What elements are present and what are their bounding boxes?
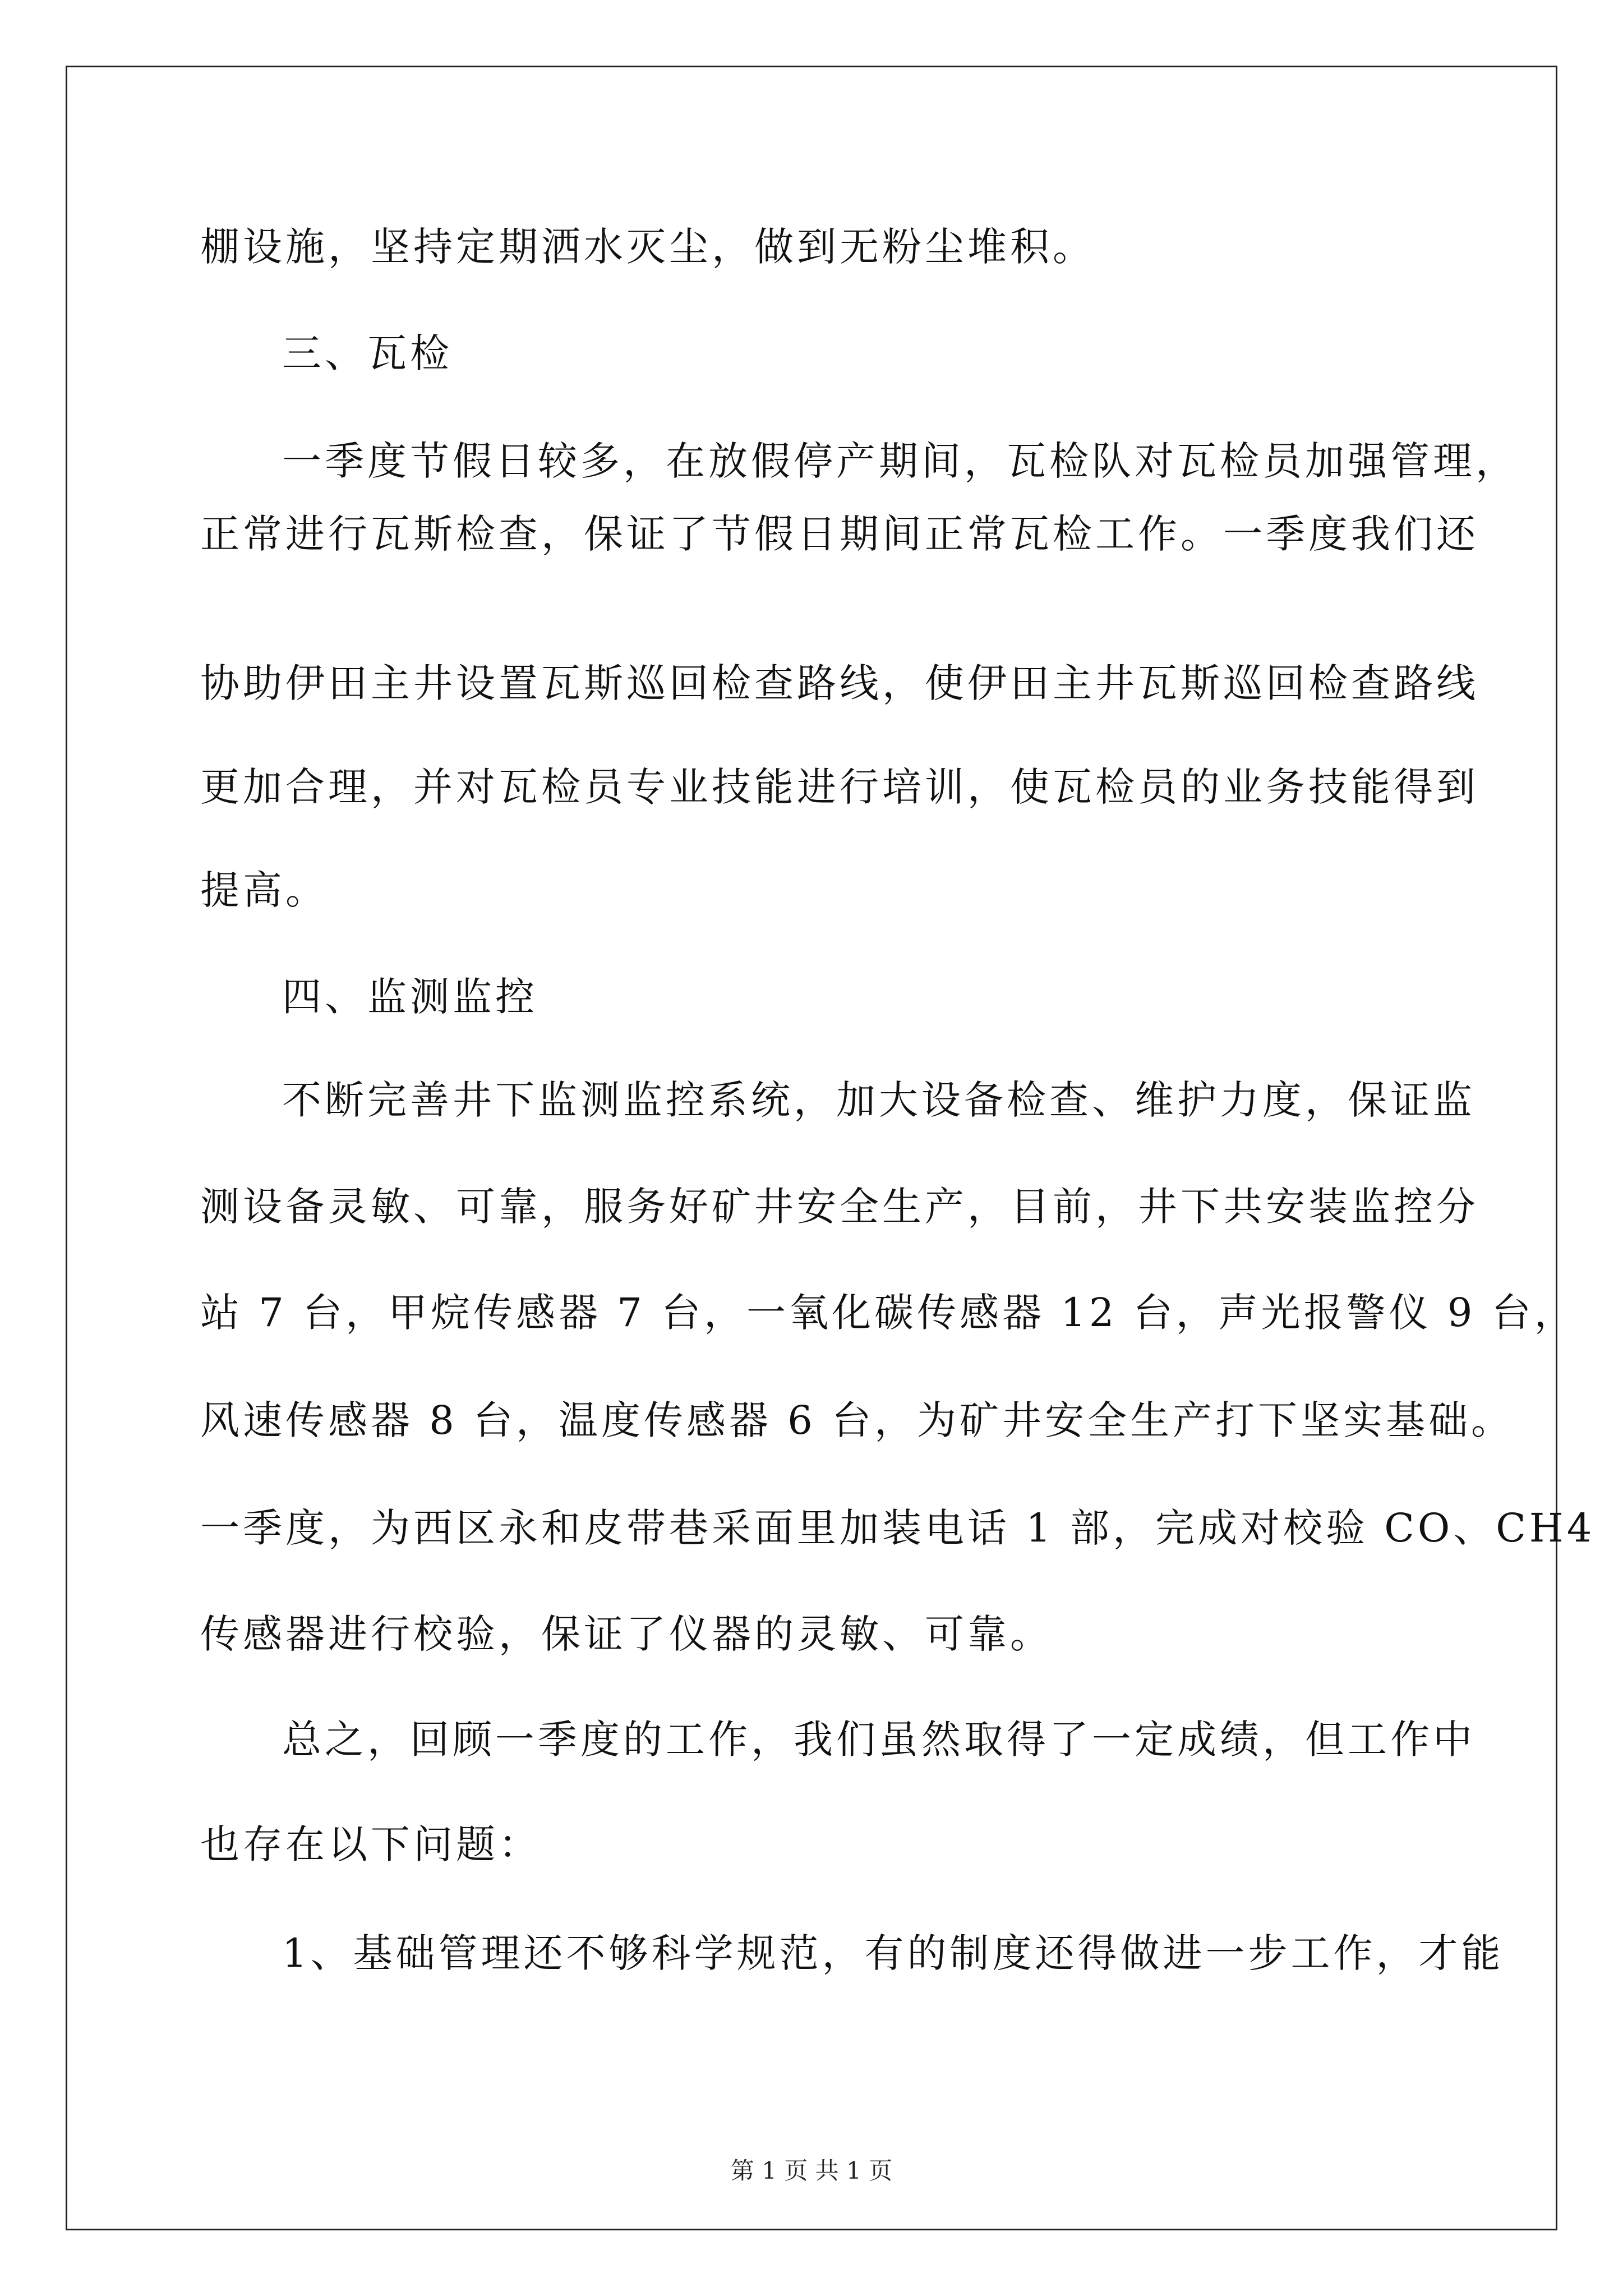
text-line: 一季度，为西区永和皮带巷采面里加装电话 1 部，完成对校验 CO、CH4 xyxy=(200,1505,1596,1551)
text-line: 风速传感器 8 台，温度传感器 6 台，为矿井安全生产打下坚实基础。 xyxy=(200,1397,1514,1443)
section-heading: 四、监测监控 xyxy=(282,974,538,1020)
text-line: 1、基础管理还不够科学规范，有的制度还得做进一步工作，才能 xyxy=(282,1930,1504,1976)
text-line: 正常进行瓦斯检查，保证了节假日期间正常瓦检工作。一季度我们还 xyxy=(200,511,1479,557)
section-heading: 三、瓦检 xyxy=(282,330,453,376)
text-line: 测设备灵敏、可靠，服务好矿井安全生产，目前，井下共安装监控分 xyxy=(200,1184,1479,1230)
page-number: 第 1 页 共 1 页 xyxy=(730,2157,893,2184)
text-line: 不断完善井下监测监控系统，加大设备检查、维护力度，保证监 xyxy=(282,1077,1476,1123)
page-border xyxy=(66,66,1557,2230)
text-line: 更加合理，并对瓦检员专业技能进行培训，使瓦检员的业务技能得到 xyxy=(200,764,1479,810)
text-line: 也存在以下问题： xyxy=(200,1821,541,1867)
text-line: 站 7 台，甲烷传感器 7 台，一氧化碳传感器 12 台，声光报警仪 9 台， xyxy=(200,1290,1577,1336)
text-line: 传感器进行校验，保证了仪器的灵敏、可靠。 xyxy=(200,1611,1053,1657)
text-line: 总之，回顾一季度的工作，我们虽然取得了一定成绩，但工作中 xyxy=(282,1717,1476,1763)
text-line: 提高。 xyxy=(200,867,328,913)
text-line: 协助伊田主井设置瓦斯巡回检查路线，使伊田主井瓦斯巡回检查路线 xyxy=(200,660,1479,706)
text-line: 一季度节假日较多，在放假停产期间，瓦检队对瓦检员加强管理， xyxy=(282,438,1518,484)
text-line: 棚设施，坚持定期洒水灭尘，做到无粉尘堆积。 xyxy=(200,224,1095,270)
